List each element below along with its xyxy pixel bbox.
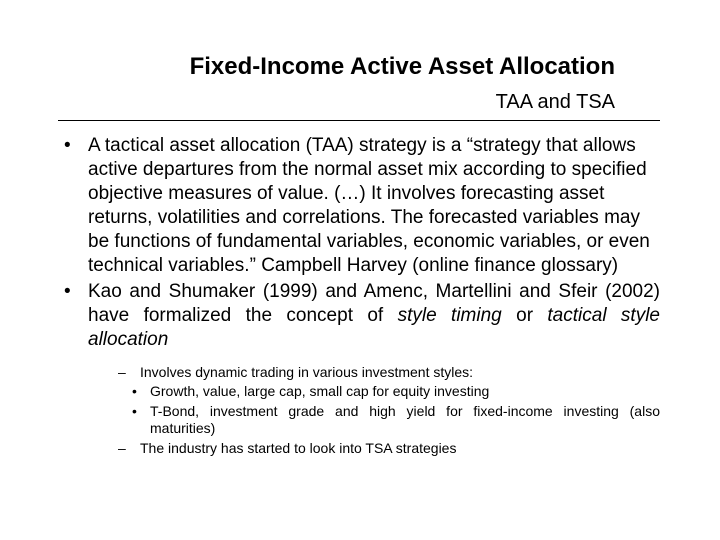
dash-marker: – bbox=[118, 440, 126, 456]
bullet-text-italic-style-timing: style timing bbox=[397, 305, 502, 326]
sub-sub-bullet-text: Growth, value, large cap, small cap for equity investing bbox=[150, 383, 490, 399]
sub-bullet-list bbox=[60, 364, 660, 457]
bullet-text-part: Kao and Shumaker (1999) and Amenc, Martellini and Sfeir (2002) have formalized the concept of bbox=[88, 281, 660, 326]
bullet-taa-definition bbox=[60, 134, 660, 278]
bullet-marker: • bbox=[64, 135, 71, 156]
bullet-text-italic-tactical-style-allocation: tactical style allocation bbox=[88, 305, 660, 350]
sub-sub-bullet-text: T-Bond, investment grade and high yield for fixed-income investing (also maturities) bbox=[150, 403, 660, 436]
bullet-text-part: or bbox=[501, 305, 548, 326]
sub-bullet-text: Involves dynamic trading in various investment styles: bbox=[140, 364, 474, 380]
slide-subtitle: TAA and TSA bbox=[495, 91, 615, 113]
title-divider bbox=[58, 120, 660, 121]
slide-title: Fixed-Income Active Asset Allocation bbox=[189, 53, 615, 80]
bullet-text bbox=[88, 280, 660, 352]
bullet-marker: • bbox=[132, 403, 137, 419]
sub-sub-bullet-equity bbox=[128, 383, 660, 400]
sub-bullet-dynamic-trading bbox=[118, 364, 660, 381]
bullet-marker: • bbox=[64, 281, 71, 302]
sub-sub-bullet-list bbox=[118, 383, 660, 437]
slide-body bbox=[60, 134, 660, 457]
sub-bullet-text: The industry has started to look into TSA strategies bbox=[140, 440, 457, 456]
bullet-marker: • bbox=[132, 383, 137, 399]
sub-sub-bullet-fixed-income bbox=[128, 403, 660, 437]
bullet-text: A tactical asset allocation (TAA) strategy is a “strategy that allows active departures from the normal asset mix according to specified objective measures of value. (…) It involves forecasting asset returns, volatilities and correlations. The forecasted variables may be functions of fundamental variables, economic variables, or even technical variables.” Campbell Harvey (online finance glossary) bbox=[88, 135, 650, 276]
bullet-style-timing bbox=[60, 280, 660, 352]
dash-marker: – bbox=[118, 364, 126, 380]
sub-bullet-industry-tsa bbox=[118, 440, 660, 457]
